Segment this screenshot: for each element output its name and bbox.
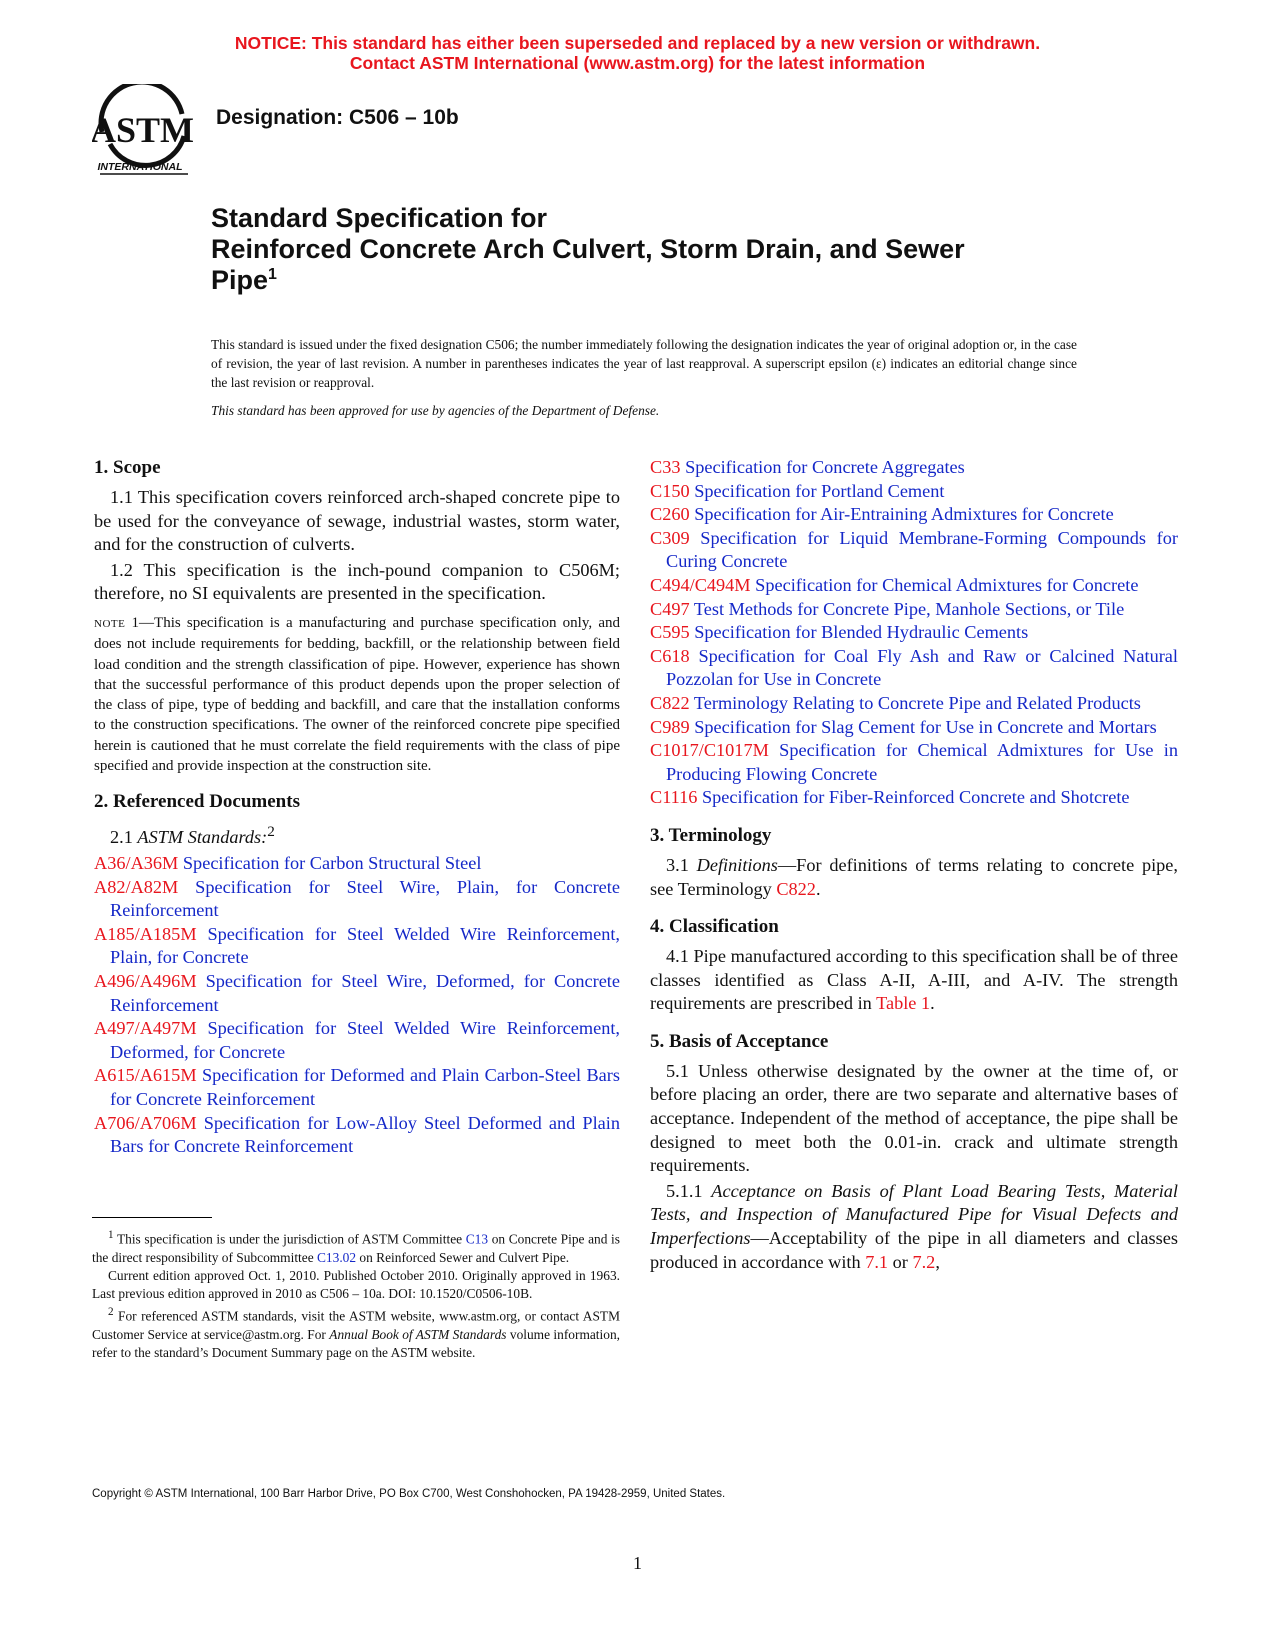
reference-item [650, 716, 1178, 740]
reference-item [650, 786, 1178, 810]
logo-text: INTERNATIONAL [97, 161, 183, 173]
reference-title-link[interactable]: Specification for Steel Welded Wire Reinforcement, Deformed, for Concrete [110, 1018, 621, 1062]
note-label: NOTE [94, 617, 126, 630]
class-link-table1[interactable]: Table 1 [876, 993, 931, 1014]
acc-link-7-2[interactable]: 7.2 [912, 1251, 936, 1272]
reference-title-link[interactable]: Specification for Portland Cement [694, 480, 945, 501]
title-line-1: Standard Specification for [211, 203, 548, 233]
reference-item [650, 598, 1178, 622]
references-subheading [94, 820, 620, 850]
reference-code-link[interactable]: C822 [650, 692, 690, 713]
notice-line-2: Contact ASTM International (www.astm.org) for the latest information [349, 53, 926, 73]
reference-item [94, 970, 620, 1017]
reference-title-link[interactable]: Specification for Air-Entraining Admixtures for Concrete [694, 504, 1114, 525]
reference-item [650, 645, 1178, 692]
title-line-3-text: Pipe [211, 265, 269, 295]
reference-item [650, 527, 1178, 574]
classification-4-1 [650, 945, 1178, 1016]
reference-code-link[interactable]: A185/A185M [94, 923, 197, 944]
fn2-b: volume information, refer to the standard’s Document Summary page on the ASTM website. [92, 1326, 620, 1361]
fn1-b: on Concrete Pipe and is the direct responsibility of Subcommittee [92, 1231, 620, 1265]
document-title [211, 203, 1091, 296]
reference-code-link[interactable]: A36/A36M [94, 853, 179, 874]
notice-line-1: NOTICE: This standard has either been superseded and replaced by a new version or withdrawn. [234, 33, 1041, 53]
reference-code-link[interactable]: A706/A706M [94, 1112, 197, 1133]
term-text: —For definitions of terms relating to concrete pipe, see Terminology [650, 854, 1178, 899]
reference-code-link[interactable]: C33 [650, 457, 681, 477]
copyright: Copyright © ASTM International, 100 Barr Harbor Drive, PO Box C700, West Conshohocken, PA 19428-2959, United States. [92, 1488, 726, 1500]
classification-heading: 4. Classification [650, 916, 779, 938]
reference-title-link[interactable]: Specification for Carbon Structural Steel [182, 853, 482, 874]
reference-item [650, 480, 1178, 504]
logo-letters: ASTM [92, 110, 195, 150]
reference-title-link[interactable]: Specification for Concrete Aggregates [685, 457, 965, 477]
footnote-2 [92, 1303, 620, 1362]
acc-end: , [935, 1251, 940, 1272]
reference-title-link[interactable]: Specification for Low-Alloy Steel Deformed and Plain Bars for Concrete Reinforcement [110, 1112, 620, 1157]
reference-code-link[interactable]: C1017/C1017M [650, 740, 769, 761]
footnote-1 [92, 1226, 620, 1267]
term-end: . [815, 878, 821, 899]
reference-code-link[interactable]: C260 [650, 504, 690, 525]
astm-logo-icon [92, 84, 202, 184]
reference-title-link[interactable]: Specification for Chemical Admixtures for Use in Producing Flowing Concrete [666, 740, 1178, 784]
reference-item [94, 876, 620, 923]
designation: Designation: C506 – 10b [216, 106, 459, 129]
acceptance-heading: 5. Basis of Acceptance [650, 1030, 829, 1052]
issuance-statement: This standard is issued under the fixed designation C506; the number immediately following the designation indicates the year of original adoption or, in the case of revision, the year of last revision. A number in parentheses indicates the year of last reapproval. A superscript epsilon (ε) indicates an editorial change since the last revision or reapproval. [211, 337, 1077, 390]
references-heading: 2. Referenced Documents [94, 791, 300, 813]
reference-code-link[interactable]: C150 [650, 480, 690, 501]
fn2-a: For referenced ASTM standards, visit the ASTM website, www.astm.org, or contact ASTM Customer Service at service@astm.org. For [92, 1308, 620, 1342]
fn1-a: This specification is under the jurisdiction of ASTM Committee [113, 1231, 466, 1247]
reference-item [94, 923, 620, 970]
reference-title-link[interactable]: Specification for Slag Cement for Use in Concrete and Mortars [694, 716, 1157, 737]
references-list-right [650, 456, 1178, 810]
terminology-heading: 3. Terminology [650, 824, 772, 846]
scope-1-2: 1.2 This specification is the inch-pound companion to C506M; therefore, no SI equivalents are presented in the specification. [94, 559, 620, 604]
reference-item [94, 1017, 620, 1064]
reference-title-link[interactable]: Specification for Steel Welded Wire Reinforcement, Plain, for Concrete [110, 923, 621, 968]
reference-title-link[interactable]: Terminology Relating to Concrete Pipe and Related Products [693, 692, 1141, 713]
left-column [94, 456, 620, 1159]
term-link-c822[interactable]: C822 [776, 878, 816, 899]
reference-title-link[interactable]: Specification for Fiber-Reinforced Concrete and Shotcrete [701, 787, 1130, 808]
fn1-mark: 1 [108, 1229, 114, 1241]
reference-item [94, 852, 620, 876]
reference-code-link[interactable]: C618 [650, 645, 690, 666]
withdrawal-notice [0, 33, 1275, 73]
reference-code-link[interactable]: A496/A496M [94, 971, 197, 991]
fn1-link-c13[interactable]: C13 [465, 1231, 489, 1247]
title-line-2: Reinforced Concrete Arch Culvert, Storm Drain, and Sewer [211, 234, 965, 264]
reference-title-link[interactable]: Specification for Coal Fly Ash and Raw or Calcined Natural Pozzolan for Use in Concrete [666, 645, 1179, 690]
fn1-link-c13-02[interactable]: C13.02 [317, 1249, 357, 1265]
footnote-1-edition: Current edition approved Oct. 1, 2010. Published October 2010. Originally approved in 1963. Last previous edition approved in 2010 as C506 – 10a. DOI: 10.1520/C0506-10B. [92, 1267, 620, 1302]
footnote-divider [92, 1217, 212, 1218]
astm-logo [92, 84, 202, 184]
reference-code-link[interactable]: C494/C494M [650, 574, 751, 595]
reference-item [650, 503, 1178, 527]
ref-sub-num: 2.1 [110, 827, 138, 848]
acc-text: —Acceptability of the pipe in all diameters and classes produced in accordance with [650, 1228, 1178, 1272]
dod-approval: This standard has been approved for use by agencies of the Department of Defense. [211, 403, 660, 418]
references-list-left [94, 852, 620, 1159]
note-text: 1—This specification is a manufacturing and purchase specification only, and does not include requirements for bedding, backfill, or the relationship between field load condition and the strength classification of pipe. However, experience has shown that the successful performance of this product depends upon the proper selection of the class of pipe, type of bedding and backfill, and care that the installation conforms to the construction specifications. The owner of the reinforced concrete pipe specified herein is cautioned that he must correlate the field requirements with the class of pipe specified and provide inspection at the construction site. [94, 614, 620, 775]
term-num: 3.1 [666, 854, 697, 875]
terminology-3-1 [650, 854, 1178, 901]
fn2-italic: Annual Book of ASTM Standards [329, 1326, 507, 1342]
acc-or: or [888, 1251, 913, 1272]
acceptance-5-1-1 [650, 1180, 1178, 1274]
reference-title-link[interactable]: Specification for Blended Hydraulic Cements [694, 622, 1029, 643]
reference-code-link[interactable]: A497/A497M [94, 1018, 197, 1039]
reference-item [650, 574, 1178, 598]
reference-item [650, 739, 1178, 786]
reference-code-link[interactable]: A615/A615M [94, 1065, 197, 1086]
reference-code-link[interactable]: C595 [650, 622, 690, 643]
fn1-c: on Reinforced Sewer and Culvert Pipe. [356, 1249, 570, 1265]
reference-item [650, 456, 1178, 480]
reference-item [94, 1112, 620, 1159]
reference-title-link[interactable]: Specification for Chemical Admixtures for Concrete [755, 574, 1139, 595]
reference-item [94, 1064, 620, 1111]
title-line-3 [211, 265, 1091, 296]
reference-title-link[interactable]: Specification for Deformed and Plain Carbon-Steel Bars for Concrete Reinforcement [110, 1065, 620, 1109]
page-number: 1 [633, 1553, 642, 1573]
fn2-mark: 2 [108, 1306, 114, 1319]
acc-link-7-1[interactable]: 7.1 [865, 1251, 889, 1272]
footnotes [92, 1226, 620, 1362]
right-column [650, 456, 1178, 1276]
ref-footnote-ref[interactable]: 2 [267, 823, 275, 841]
title-footnote-ref[interactable]: 1 [268, 266, 277, 283]
reference-item [650, 621, 1178, 645]
class-text: 4.1 Pipe manufactured according to this specification shall be of three classes identified as Class A-II, A-III, and A-IV. The strength requirements are prescribed in [650, 946, 1178, 1014]
reference-code-link[interactable]: A82/A82M [94, 876, 179, 897]
reference-code-link[interactable]: C989 [650, 716, 690, 737]
reference-item [650, 692, 1178, 716]
reference-title-link[interactable]: Specification for Steel Wire, Plain, for Concrete Reinforcement [110, 876, 620, 921]
acceptance-5-1: 5.1 Unless otherwise designated by the owner at the time of, or before placing an order, there are two separate and alternative bases of acceptance. Independent of the method of acceptance, the pipe shall be designed to meet both the 0.01-in. crack and ultimate strength requirements. [650, 1060, 1178, 1176]
reference-code-link[interactable]: C497 [650, 598, 690, 619]
reference-title-link[interactable]: Test Methods for Concrete Pipe, Manhole Sections, or Tile [693, 598, 1125, 619]
scope-note-1 [94, 613, 620, 776]
class-end: . [930, 993, 935, 1014]
acc-title: Acceptance on Basis of Plant Load Bearing Tests, Material Tests, and Inspection of Manufactured Pipe for Visual Defects and Imperfections [650, 1180, 1178, 1249]
scope-1-1: 1.1 This specification covers reinforced arch-shaped concrete pipe to be used for the conveyance of sewage, industrial wastes, storm water, and for the construction of culverts. [94, 487, 620, 555]
scope-heading: 1. Scope [94, 457, 161, 478]
reference-title-link[interactable]: Specification for Steel Wire, Deformed, for Concrete Reinforcement [110, 971, 620, 1015]
reference-title-link[interactable]: Specification for Liquid Membrane-Forming Compounds for Curing Concrete [666, 527, 1178, 572]
ref-sub-label: ASTM Standards: [137, 827, 268, 848]
term-title: Definitions [696, 854, 778, 875]
reference-code-link[interactable]: C1116 [650, 787, 698, 808]
reference-code-link[interactable]: C309 [650, 527, 690, 548]
acc-num: 5.1.1 [666, 1180, 712, 1201]
